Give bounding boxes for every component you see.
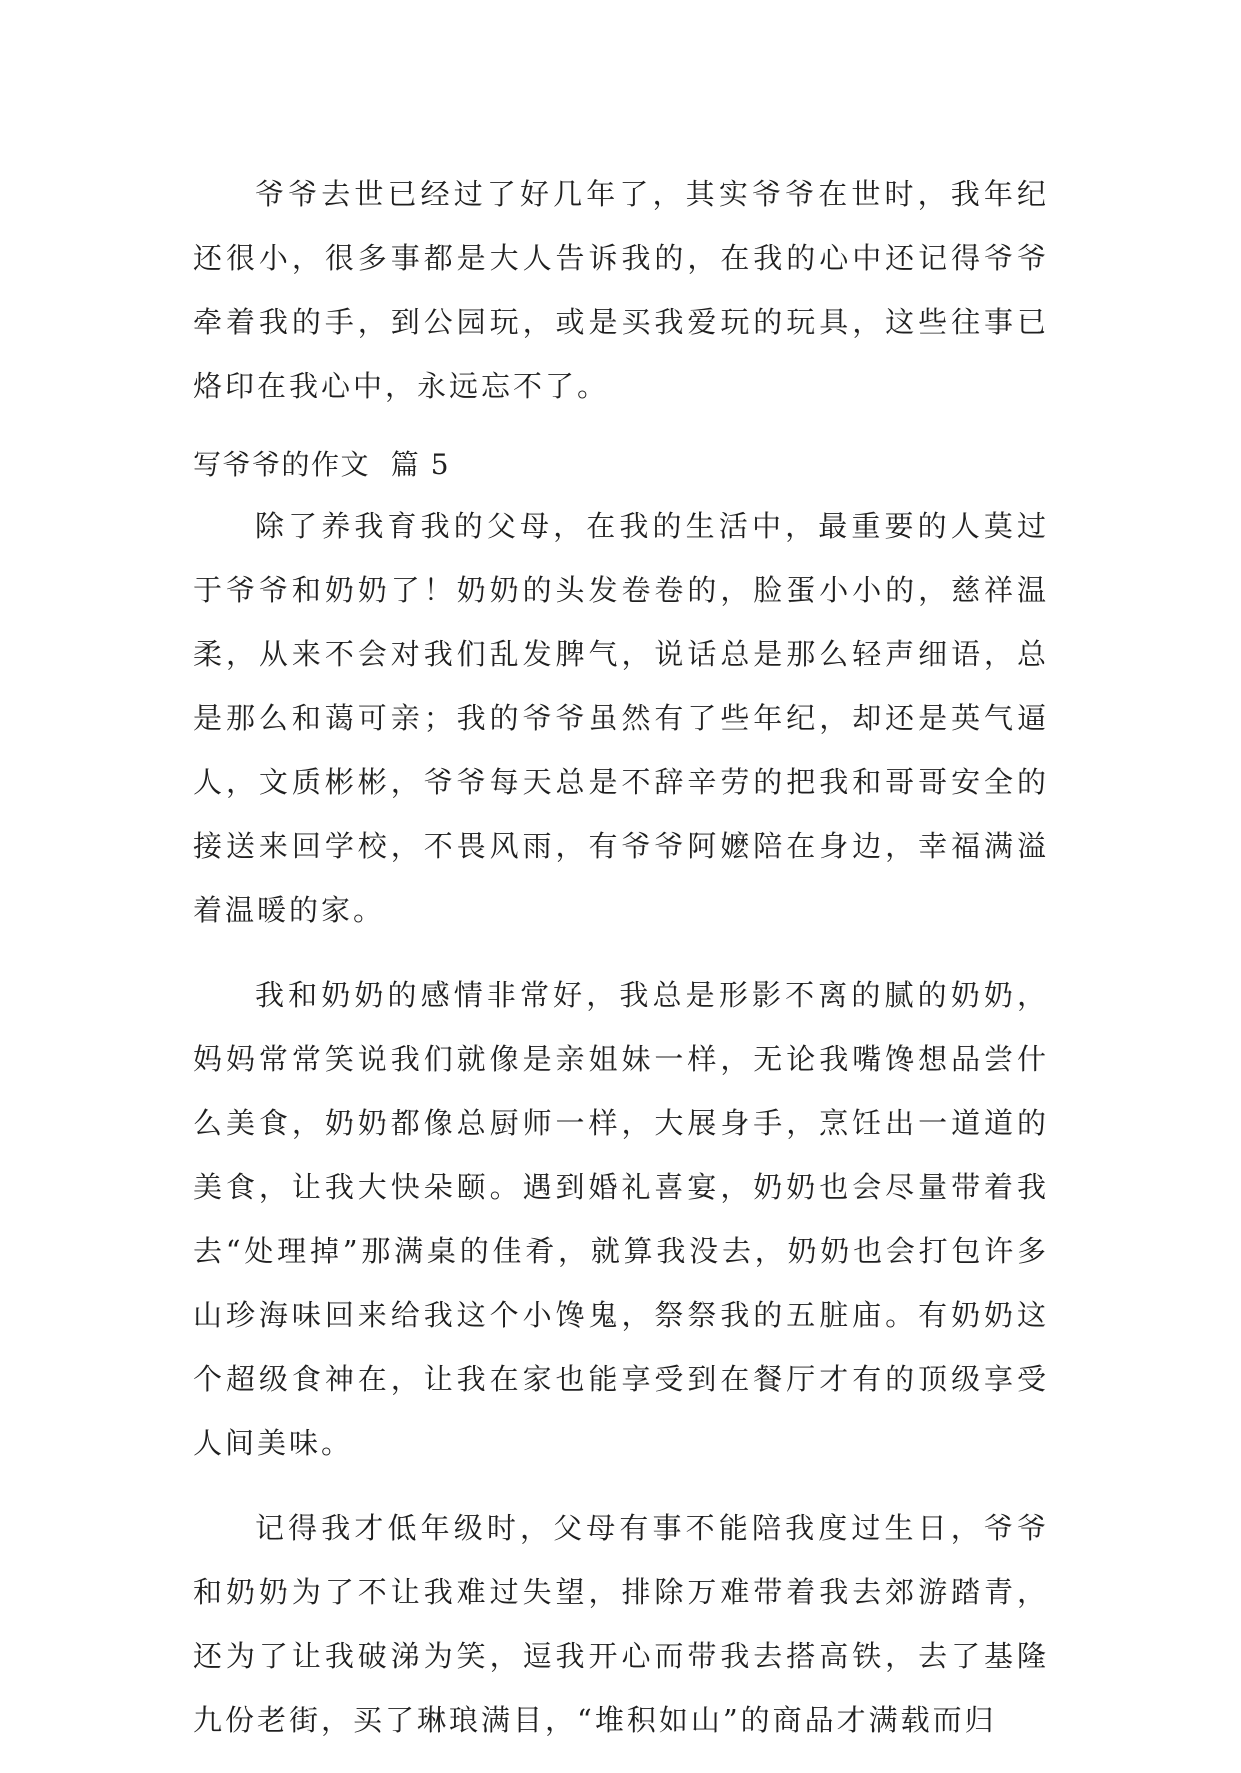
body-paragraph-3: 记得我才低年级时，父母有事不能陪我度过生日，爷爷和奶奶为了不让我难过失望，排除万难带着我去郊游踏青，还为了让我破涕为笑，逗我开心而带我去搭高铁，去了基隆九份老街，买了琳琅满目，“堆积如山”的商品才满载而归	[193, 1511, 1049, 1737]
intro-paragraph: 爷爷去世已经过了好几年了，其实爷爷在世时，我年纪还很小，很多事都是大人告诉我的，在我的心中还记得爷爷牵着我的手，到公园玩，或是买我爱玩的玩具，这些往事已烙印在我心中，永远忘不了。	[193, 177, 1049, 403]
document-body	[193, 162, 1049, 1773]
section-heading: 写爷爷的作文 篇 5	[193, 448, 451, 481]
body-paragraph-2: 我和奶奶的感情非常好，我总是形影不离的腻的奶奶，妈妈常常笑说我们就像是亲姐妹一样，无论我嘴馋想品尝什么美食，奶奶都像总厨师一样，大展身手，烹饪出一道道的美食，让我大快朵颐。遇到婚礼喜宴，奶奶也会尽量带着我去“处理掉”那满桌的佳肴，就算我没去，奶奶也会打包许多山珍海味回来给我这个小馋鬼，祭祭我的五脏庙。有奶奶这个超级食神在，让我在家也能享受到在餐厅才有的顶级享受人间美味。	[193, 978, 1049, 1460]
body-paragraph-1: 除了养我育我的父母，在我的生活中，最重要的人莫过于爷爷和奶奶了！奶奶的头发卷卷的，脸蛋小小的，慈祥温柔，从来不会对我们乱发脾气，说话总是那么轻声细语，总是那么和蔼可亲；我的爷爷虽然有了些年纪，却还是英气逼人，文质彬彬，爷爷每天总是不辞辛劳的把我和哥哥安全的接送来回学校，不畏风雨，有爷爷阿嬷陪在身边，幸福满溢着温暖的家。	[193, 509, 1049, 927]
